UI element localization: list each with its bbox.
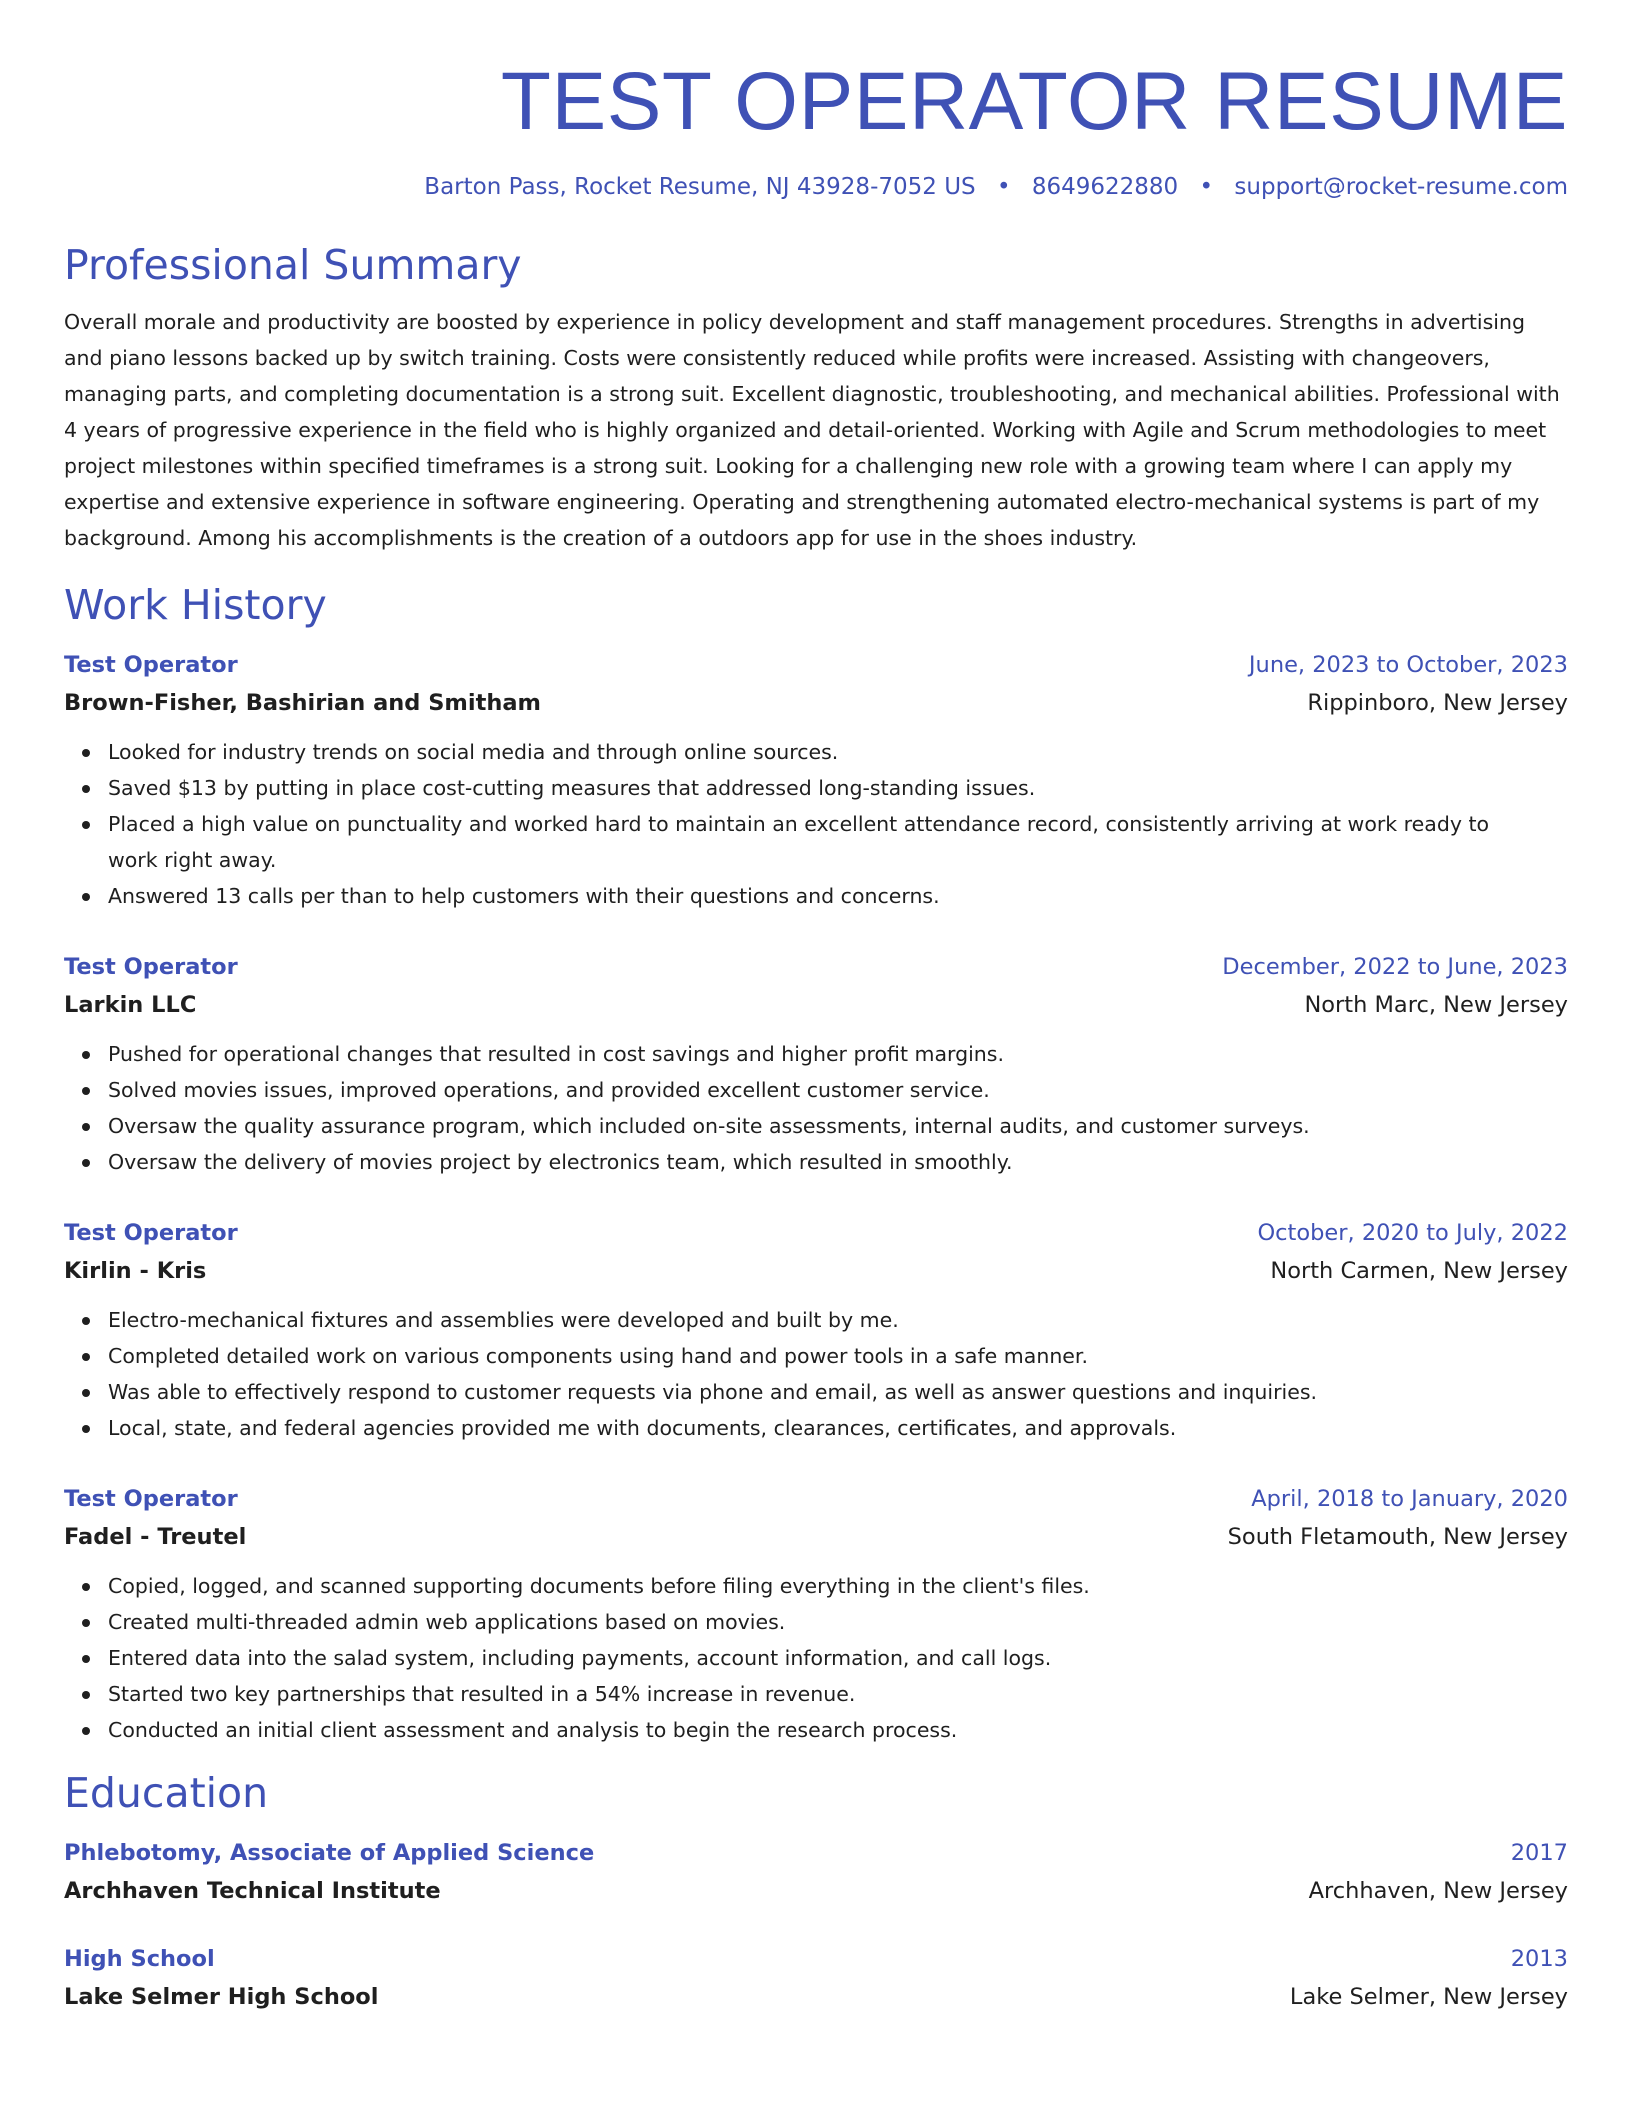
job-bullet: Was able to effectively respond to customer requests via phone and email, as well as answer questions and inquiries. (108, 1374, 1568, 1410)
contact-separator: • (1199, 174, 1214, 200)
contact-address: Barton Pass, Rocket Resume, NJ 43928-7052 US (424, 174, 976, 200)
job-dates: June, 2023 to October, 2023 (1248, 652, 1568, 678)
education-entry (64, 1834, 1568, 1910)
job-company: Brown-Fisher, Bashirian and Smitham (64, 690, 541, 716)
job-bullets (64, 1036, 1568, 1180)
job-bullets (64, 1302, 1568, 1446)
education-entry (64, 1940, 1568, 2016)
job-location: South Fletamouth, New Jersey (1227, 1524, 1568, 1550)
education-location: Archhaven, New Jersey (1308, 1878, 1568, 1904)
education-year: 2013 (1510, 1946, 1568, 1972)
job-role: Test Operator (64, 954, 238, 980)
job-bullet: Oversaw the quality assurance program, which included on-site assessments, internal audits, and customer surveys. (108, 1108, 1568, 1144)
job-bullet: Placed a high value on punctuality and worked hard to maintain an excellent attendance record, consistently arriving at work ready to work right away. (108, 806, 1568, 878)
job-role: Test Operator (64, 1220, 238, 1246)
contact-email: support@rocket-resume.com (1234, 174, 1568, 200)
job-bullet: Looked for industry trends on social media and through online sources. (108, 734, 1568, 770)
contact-phone: 8649622880 (1031, 174, 1179, 200)
job-company: Fadel - Treutel (64, 1524, 247, 1550)
job-dates: October, 2020 to July, 2022 (1257, 1220, 1568, 1246)
job-bullet: Copied, logged, and scanned supporting documents before filing everything in the client's files. (108, 1568, 1568, 1604)
resume-name: TEST OPERATOR RESUME (500, 56, 1568, 147)
job-bullets (64, 1568, 1568, 1748)
resume-header (64, 52, 1568, 202)
job-bullets (64, 734, 1568, 914)
job-bullet: Oversaw the delivery of movies project by electronics team, which resulted in smoothly. (108, 1144, 1568, 1180)
job-bullet: Solved movies issues, improved operations, and provided excellent customer service. (108, 1072, 1568, 1108)
job-entry (64, 646, 1568, 914)
job-dates: April, 2018 to January, 2020 (1251, 1486, 1568, 1512)
job-bullet: Answered 13 calls per than to help customers with their questions and concerns. (108, 878, 1568, 914)
contact-line (64, 172, 1568, 202)
summary-heading: Professional Summary (64, 241, 522, 289)
work-history-heading: Work History (64, 581, 327, 629)
job-entry (64, 948, 1568, 1180)
summary-text: Overall morale and productivity are boosted by experience in policy development and staff management procedures. Strengths in advertising and piano lessons backed up by switch training. Costs were consistently reduced while profits were increased. Assisting with changeovers, managing parts, and completing documentation is a strong suit. Excellent diagnostic, troubleshooting, and mechanical abilities. Professional with 4 years of progressive experience in the field who is highly organized and detail-oriented. Working with Agile and Scrum methodologies to meet project milestones within specified timeframes is a strong suit. Looking for a challenging new role with a growing team where I can apply my expertise and extensive experience in software engineering. Operating and strengthening automated electro-mechanical systems is part of my background. Among his accomplishments is the creation of a outdoors app for use in the shoes industry. (64, 310, 1560, 550)
education-school: Archhaven Technical Institute (64, 1878, 441, 1904)
education-degree: High School (64, 1946, 215, 1972)
job-bullet: Created multi-threaded admin web applications based on movies. (108, 1604, 1568, 1640)
education-location: Lake Selmer, New Jersey (1289, 1984, 1568, 2010)
job-bullet: Started two key partnerships that resulted in a 54% increase in revenue. (108, 1676, 1568, 1712)
job-company: Kirlin - Kris (64, 1258, 207, 1284)
job-bullet: Electro-mechanical fixtures and assemblies were developed and built by me. (108, 1302, 1568, 1338)
education-school: Lake Selmer High School (64, 1984, 379, 2010)
job-entry (64, 1480, 1568, 1748)
education-heading: Education (64, 1769, 269, 1817)
job-bullet: Saved $13 by putting in place cost-cutting measures that addressed long-standing issues. (108, 770, 1568, 806)
education-degree: Phlebotomy, Associate of Applied Science (64, 1840, 595, 1866)
job-bullet: Pushed for operational changes that resulted in cost savings and higher profit margins. (108, 1036, 1568, 1072)
job-location: Rippinboro, New Jersey (1307, 690, 1568, 716)
job-dates: December, 2022 to June, 2023 (1222, 954, 1568, 980)
job-bullet: Local, state, and federal agencies provided me with documents, clearances, certificates, and approvals. (108, 1410, 1568, 1446)
contact-separator: • (996, 174, 1011, 200)
job-bullet: Entered data into the salad system, including payments, account information, and call logs. (108, 1640, 1568, 1676)
job-location: North Carmen, New Jersey (1270, 1258, 1568, 1284)
job-role: Test Operator (64, 1486, 238, 1512)
job-company: Larkin LLC (64, 992, 197, 1018)
job-bullet: Completed detailed work on various components using hand and power tools in a safe manner. (108, 1338, 1568, 1374)
education-year: 2017 (1510, 1840, 1568, 1866)
job-bullet: Conducted an initial client assessment and analysis to begin the research process. (108, 1712, 1568, 1748)
job-entry (64, 1214, 1568, 1446)
job-location: North Marc, New Jersey (1304, 992, 1568, 1018)
job-role: Test Operator (64, 652, 238, 678)
